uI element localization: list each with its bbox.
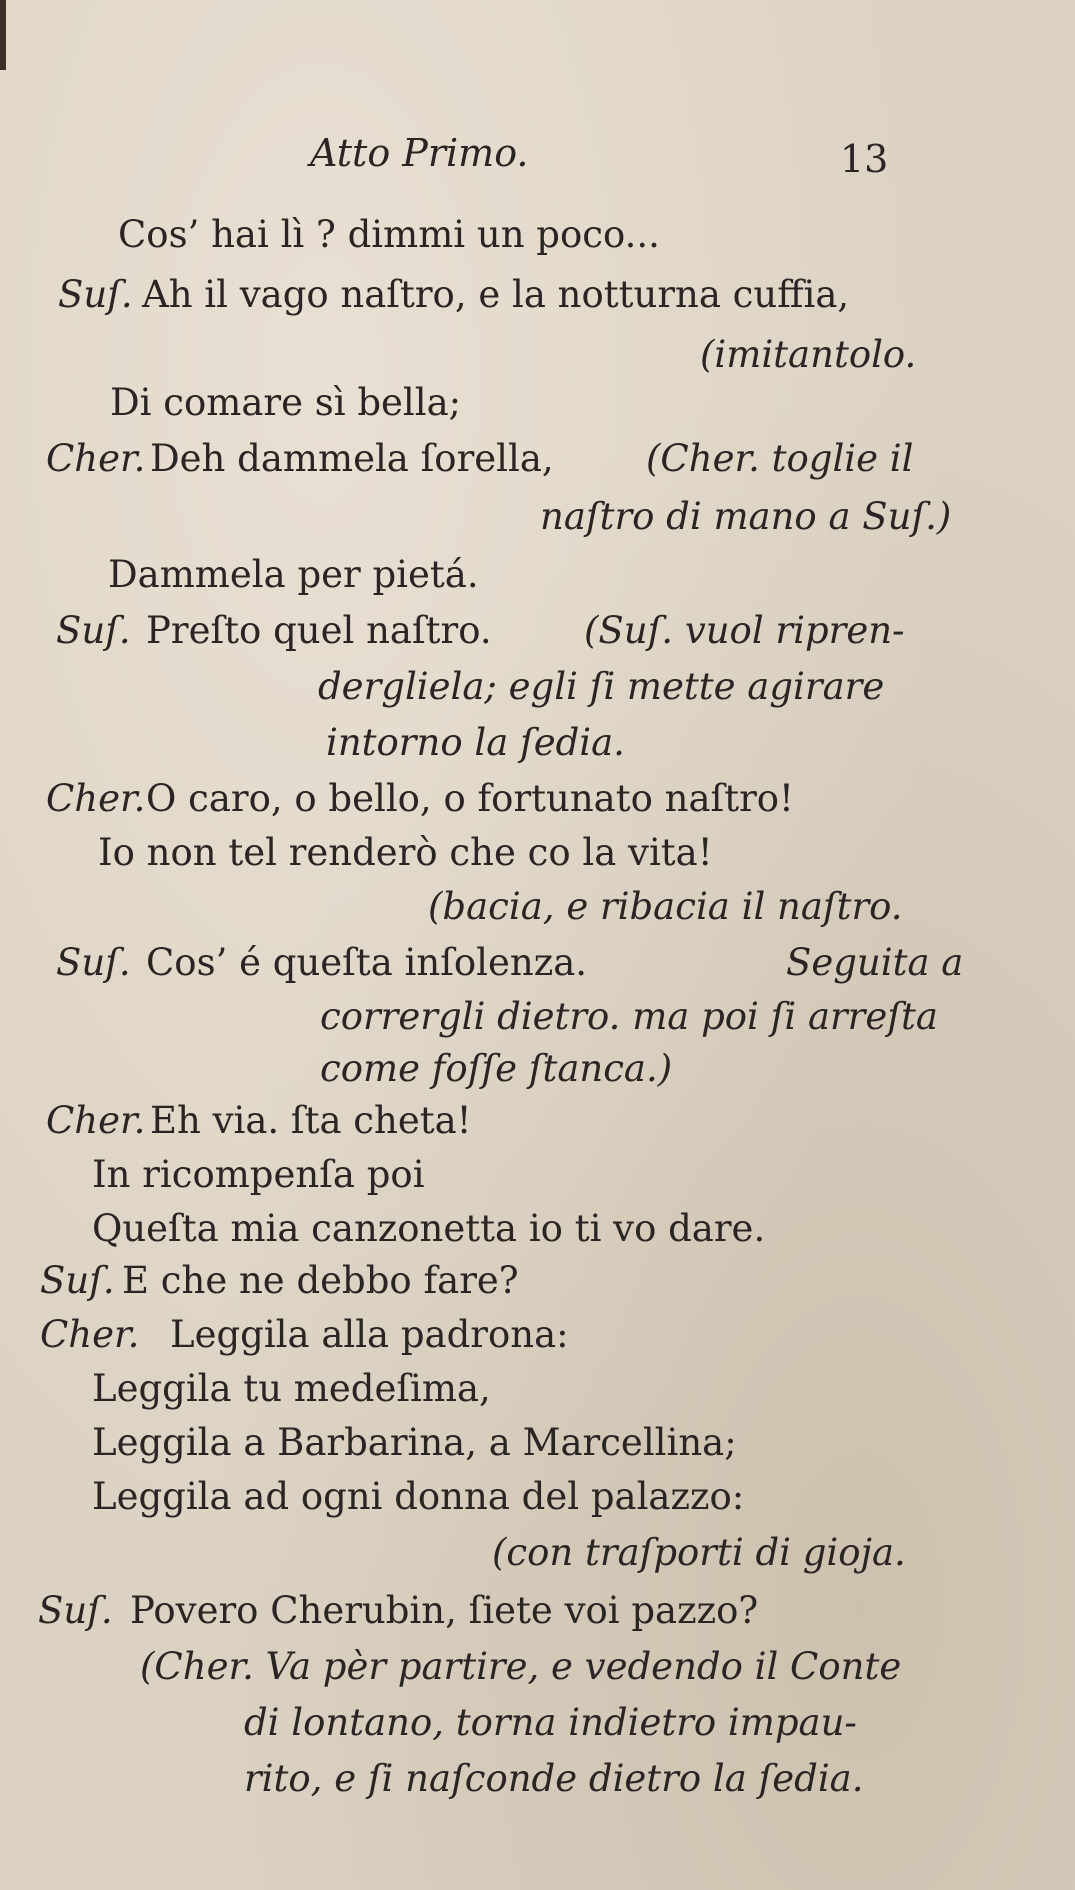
page-number: 13 <box>840 137 889 181</box>
speaker-label: Cher. <box>46 777 146 820</box>
verse-line: Io non tel renderò che co la vita! <box>98 831 713 874</box>
verse-line: Leggila tu medeſima, <box>92 1367 491 1410</box>
verse-line: Dammela per pietá. <box>108 553 479 596</box>
stage-direction: (con traſporti di gioja. <box>492 1531 906 1574</box>
verse-line: Leggila alla padrona: <box>170 1313 569 1356</box>
verse-line: Preſto quel naſtro. <box>146 609 492 652</box>
page-edge <box>0 0 6 70</box>
stage-direction: (Cher. toglie il <box>646 437 914 480</box>
speaker-label: Suſ. <box>58 273 133 316</box>
verse-line: In ricompenſa poi <box>92 1153 425 1196</box>
stage-direction: Seguita a <box>786 941 964 984</box>
stage-direction: naſtro di mano a Suſ.) <box>540 495 952 538</box>
verse-line: Queſta mia canzonetta io ti vo dare. <box>92 1207 766 1250</box>
stage-direction: corrergli dietro. ma poi ſi arreſta <box>320 995 938 1038</box>
stage-direction: come foſſe ſtanca.) <box>320 1047 673 1090</box>
verse-line: Ah il vago naſtro, e la notturna cuffia, <box>142 273 850 316</box>
speaker-label: Cher. <box>40 1313 140 1356</box>
verse-line: Di comare sì bella; <box>110 381 462 424</box>
stage-direction: (Cher. Va pèr partire, e vedendo il Conte <box>140 1645 902 1688</box>
running-header-title: Atto Primo. <box>310 131 529 175</box>
verse-line: E che ne debbo fare? <box>122 1259 519 1302</box>
stage-direction: di lontano, torna indietro impau- <box>244 1701 857 1744</box>
speaker-label: Suſ. <box>56 609 131 652</box>
verse-line: O caro, o bello, o fortunato naſtro! <box>146 777 794 820</box>
stage-direction: rito, e ſi naſconde dietro la ſedia. <box>244 1757 864 1800</box>
speaker-label: Cher. <box>46 437 146 480</box>
verse-line: Cos’ é queſta inſolenza. <box>146 941 588 984</box>
verse-line: Deh dammela ſorella, <box>150 437 554 480</box>
speaker-label: Cher. <box>46 1099 146 1142</box>
verse-line: Povero Cherubin, ſiete voi pazzo? <box>130 1589 759 1632</box>
speaker-label: Suſ. <box>40 1259 115 1302</box>
stage-direction: (bacia, e ribacia il naſtro. <box>428 885 903 928</box>
verse-line: Cos’ hai lì ? dimmi un poco... <box>118 213 660 256</box>
verse-line: Eh via. ſta cheta! <box>150 1099 472 1142</box>
stage-direction: dergliela; egli ſi mette agirare <box>318 665 885 708</box>
speaker-label: Suſ. <box>56 941 131 984</box>
stage-direction: (imitantolo. <box>700 333 917 376</box>
verse-line: Leggila ad ogni donna del palazzo: <box>92 1475 745 1518</box>
verse-line: Leggila a Barbarina, a Marcellina; <box>92 1421 737 1464</box>
speaker-label: Suſ. <box>38 1589 113 1632</box>
stage-direction: (Suſ. vuol ripren- <box>584 609 905 652</box>
stage-direction: intorno la ſedia. <box>326 721 625 764</box>
